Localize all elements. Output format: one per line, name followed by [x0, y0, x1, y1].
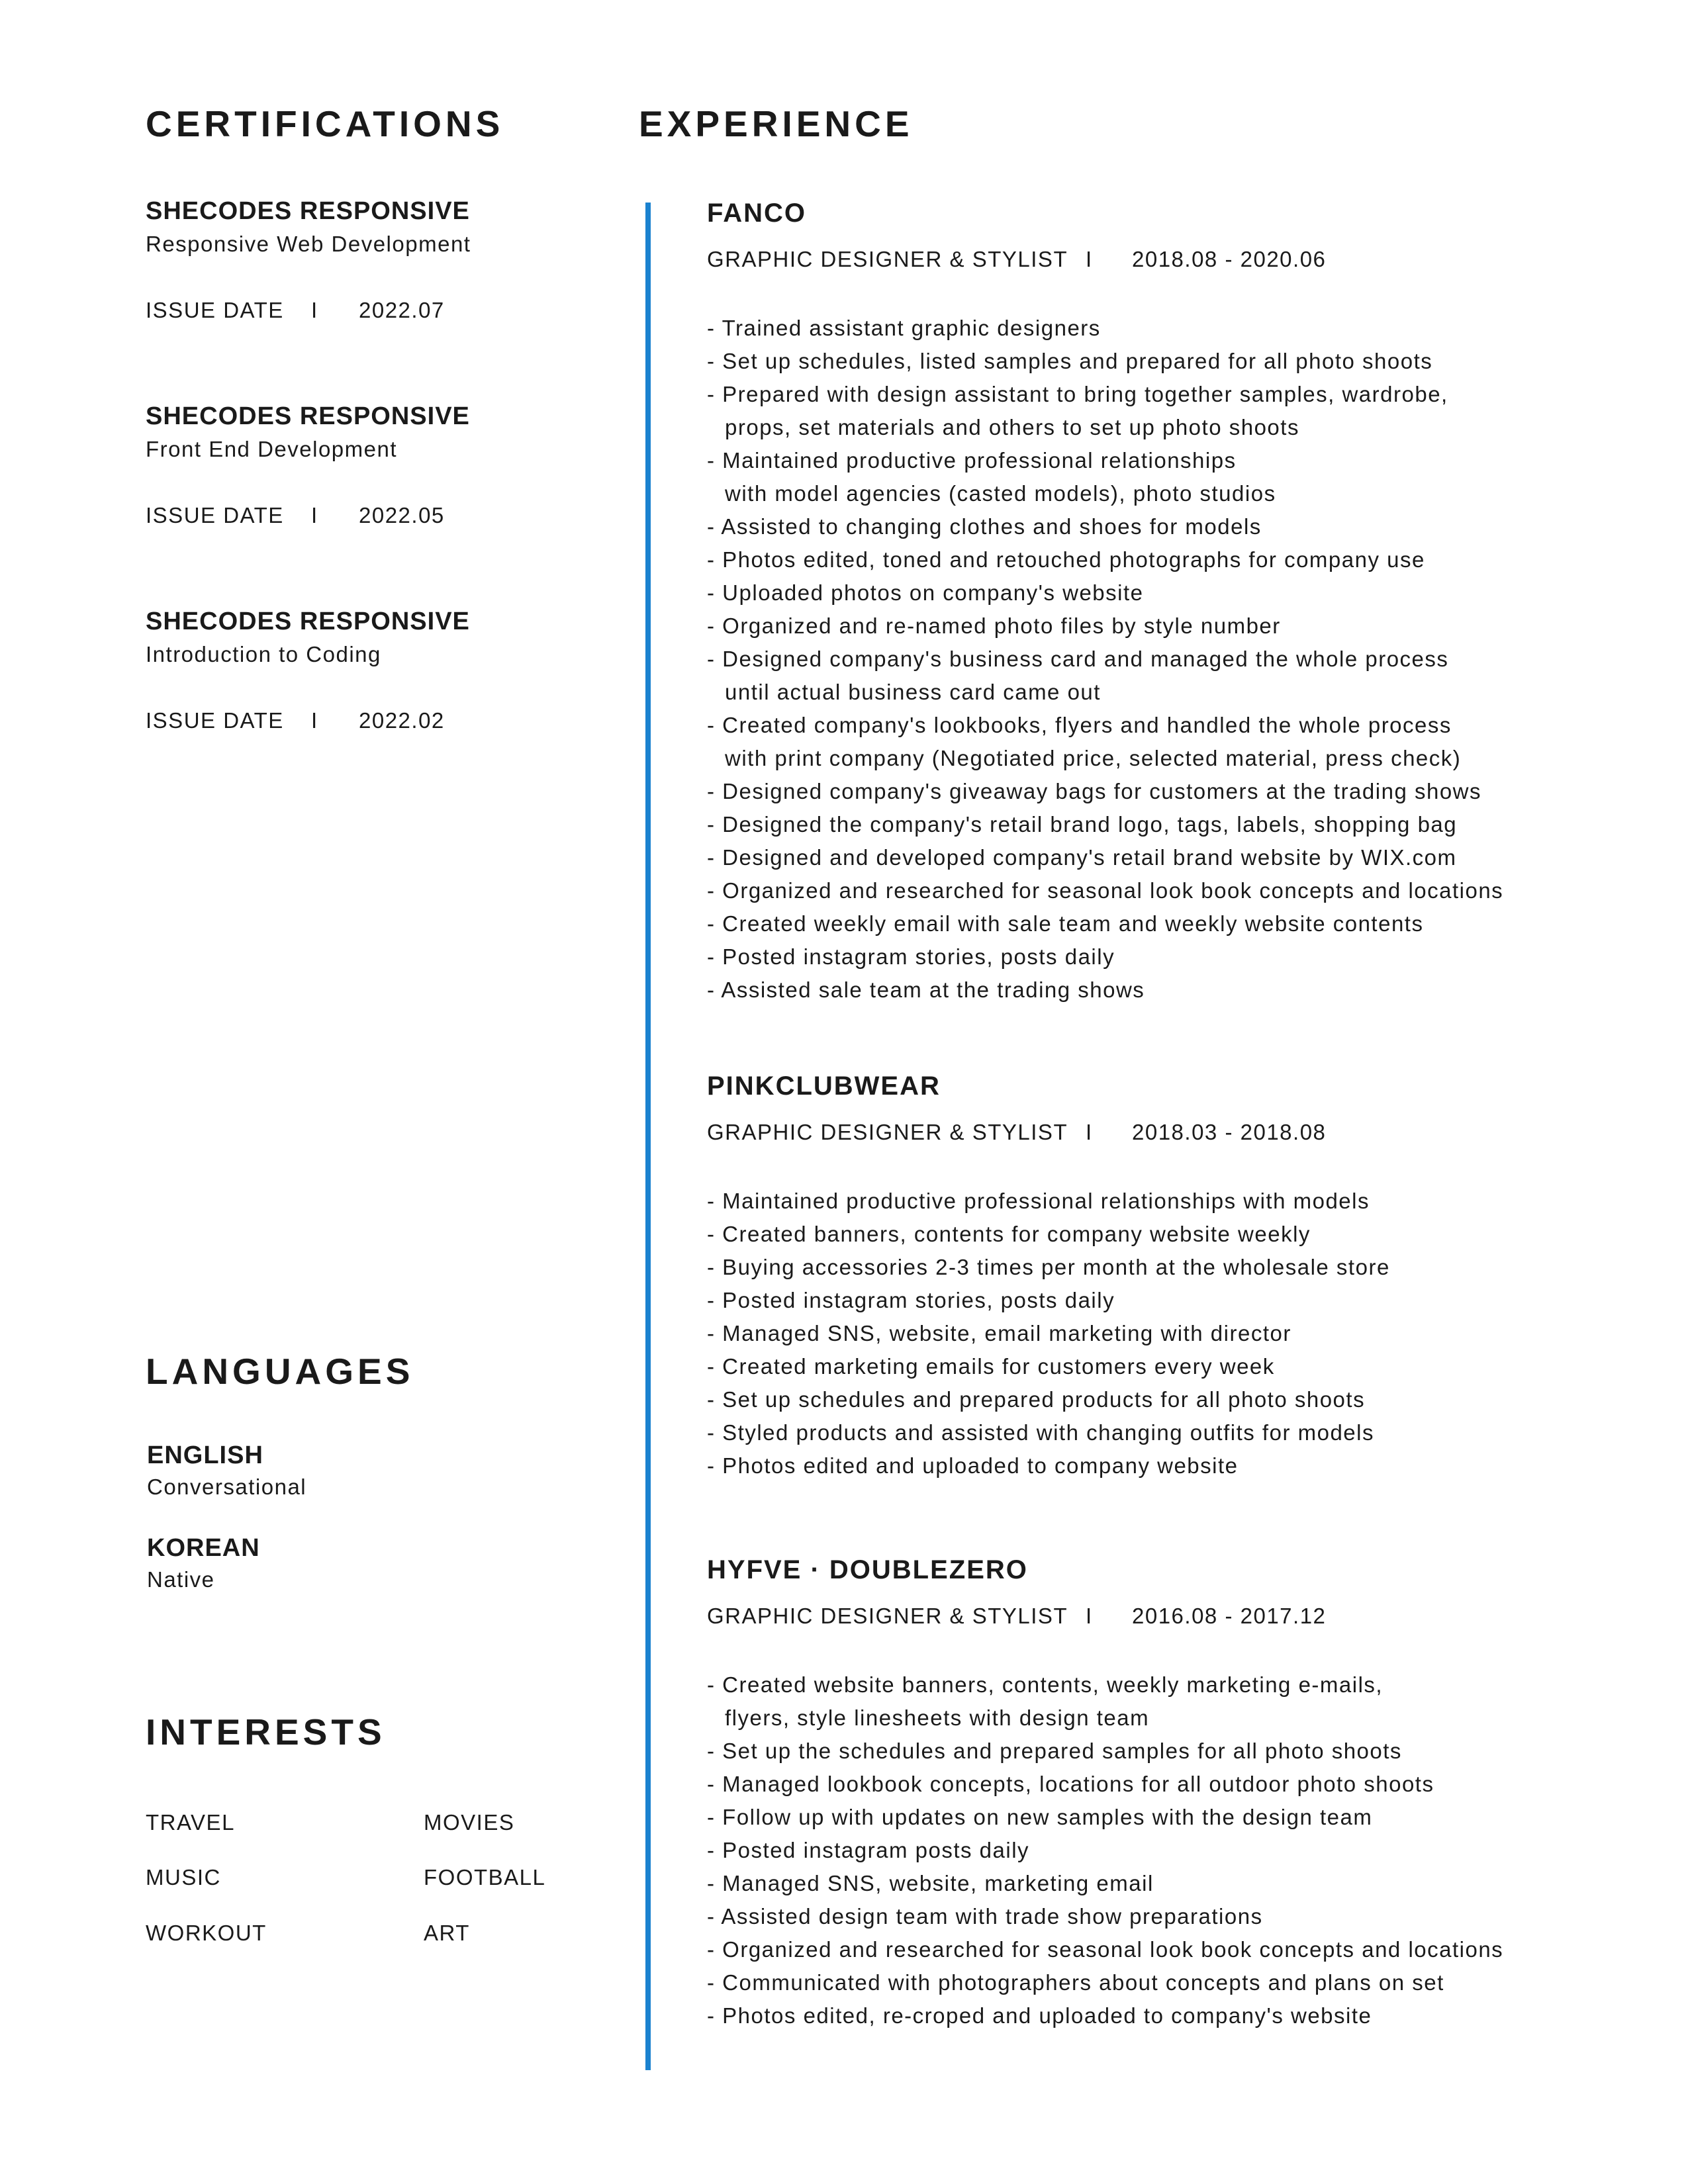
- certification-title: SHECODES RESPONSIVE: [146, 197, 470, 225]
- company-name: HYFVE · DOUBLEZERO: [707, 1555, 1028, 1584]
- company-name: FANCO: [707, 199, 806, 228]
- job-bullet-item: - Photos edited, re-croped and uploaded to company's website: [707, 1999, 1503, 2032]
- job-bullet-item: - Managed SNS, website, marketing email: [707, 1867, 1503, 1900]
- issue-date-value: 2022.02: [359, 708, 445, 733]
- job-bullet-item: - Maintained productive professional relationships with models: [707, 1185, 1390, 1218]
- issue-date-label: ISSUE DATE: [146, 503, 284, 527]
- job-bullet-item: - Set up schedules, listed samples and prepared for all photo shoots: [707, 345, 1503, 378]
- certification-subtitle: Introduction to Coding: [146, 642, 381, 666]
- job-bullet-item: - Set up schedules and prepared products for all photo shoots: [707, 1383, 1390, 1416]
- job-bullet-item: - Photos edited, toned and retouched photographs for company use: [707, 543, 1503, 576]
- interest-item: FOOTBALL: [424, 1865, 546, 1889]
- interest-item: ART: [424, 1921, 470, 1945]
- job-bullet-item: - Photos edited and uploaded to company website: [707, 1449, 1390, 1482]
- issue-date-value: 2022.07: [359, 298, 445, 322]
- job-bullet-list: [707, 312, 1503, 1007]
- issue-separator: I: [311, 708, 318, 733]
- interest-item: TRAVEL: [146, 1810, 235, 1835]
- job-bullet-item: - Posted instagram stories, posts daily: [707, 940, 1503, 974]
- job-bullet-item: - Posted instagram posts daily: [707, 1834, 1503, 1867]
- job-bullet-item: - Managed SNS, website, email marketing with director: [707, 1317, 1390, 1350]
- job-separator: I: [1086, 247, 1093, 271]
- job-role: GRAPHIC DESIGNER & STYLIST: [707, 247, 1068, 271]
- job-bullet-item: - Assisted sale team at the trading shows: [707, 974, 1503, 1007]
- job-dates: 2018.08 - 2020.06: [1132, 247, 1327, 271]
- job-bullet-item: - Follow up with updates on new samples with the design team: [707, 1801, 1503, 1834]
- job-bullet-item: - Organized and researched for seasonal look book concepts and locations: [707, 874, 1503, 907]
- certification-title: SHECODES RESPONSIVE: [146, 402, 470, 430]
- job-separator: I: [1086, 1120, 1093, 1144]
- job-bullet-item: - Prepared with design assistant to bring together samples, wardrobe, props, set materials and others to set up photo shoots: [707, 378, 1503, 444]
- job-dates: 2018.03 - 2018.08: [1132, 1120, 1327, 1144]
- job-bullet-item: - Assisted design team with trade show preparations: [707, 1900, 1503, 1933]
- certification-title: SHECODES RESPONSIVE: [146, 608, 470, 635]
- job-bullet-item: - Posted instagram stories, posts daily: [707, 1284, 1390, 1317]
- job-bullet-item: - Designed company's giveaway bags for customers at the trading shows: [707, 775, 1503, 808]
- language-level: Native: [147, 1567, 215, 1592]
- job-bullet-list: [707, 1668, 1503, 2032]
- interest-item: MOVIES: [424, 1810, 515, 1835]
- job-bullet-item: - Designed and developed company's retail brand website by WIX.com: [707, 841, 1503, 874]
- job-bullet-item: - Set up the schedules and prepared samples for all photo shoots: [707, 1735, 1503, 1768]
- job-bullet-item: - Designed the company's retail brand logo, tags, labels, shopping bag: [707, 808, 1503, 841]
- job-bullet-item: - Managed lookbook concepts, locations for all outdoor photo shoots: [707, 1768, 1503, 1801]
- job-bullet-item: - Styled products and assisted with changing outfits for models: [707, 1416, 1390, 1449]
- job-bullet-item: - Created company's lookbooks, flyers and handled the whole process with print company (Negotiated price, selected material, press check): [707, 709, 1503, 775]
- job-dates: 2016.08 - 2017.12: [1132, 1604, 1327, 1628]
- job-bullet-item: - Created website banners, contents, weekly marketing e-mails, flyers, style linesheets with design team: [707, 1668, 1503, 1735]
- job-role: GRAPHIC DESIGNER & STYLIST: [707, 1604, 1068, 1628]
- job-bullet-item: - Buying accessories 2-3 times per month at the wholesale store: [707, 1251, 1390, 1284]
- issue-date-label: ISSUE DATE: [146, 298, 284, 322]
- job-bullet-item: - Organized and researched for seasonal look book concepts and locations: [707, 1933, 1503, 1966]
- certifications-heading: CERTIFICATIONS: [146, 103, 504, 144]
- issue-separator: I: [311, 503, 318, 527]
- job-bullet-list: [707, 1185, 1390, 1482]
- certification-subtitle: Front End Development: [146, 437, 398, 461]
- job-bullet-item: - Assisted to changing clothes and shoes for models: [707, 510, 1503, 543]
- interests-heading: INTERESTS: [146, 1711, 386, 1752]
- language-name: KOREAN: [147, 1534, 260, 1562]
- language-level: Conversational: [147, 1475, 307, 1499]
- experience-heading: EXPERIENCE: [639, 103, 914, 144]
- job-bullet-item: - Maintained productive professional relationships with model agencies (casted models), photo studios: [707, 444, 1503, 510]
- job-bullet-item: - Communicated with photographers about concepts and plans on set: [707, 1966, 1503, 1999]
- language-name: ENGLISH: [147, 1441, 263, 1469]
- company-name: PINKCLUBWEAR: [707, 1071, 941, 1101]
- issue-date-label: ISSUE DATE: [146, 708, 284, 733]
- job-bullet-item: - Created weekly email with sale team and weekly website contents: [707, 907, 1503, 940]
- job-bullet-item: - Created banners, contents for company website weekly: [707, 1218, 1390, 1251]
- certification-subtitle: Responsive Web Development: [146, 232, 471, 256]
- job-bullet-item: - Trained assistant graphic designers: [707, 312, 1503, 345]
- languages-heading: LANGUAGES: [146, 1351, 414, 1392]
- interest-item: MUSIC: [146, 1865, 221, 1889]
- job-bullet-item: - Designed company's business card and managed the whole process until actual business card came out: [707, 643, 1503, 709]
- job-bullet-item: - Uploaded photos on company's website: [707, 576, 1503, 610]
- job-bullet-item: - Created marketing emails for customers every week: [707, 1350, 1390, 1383]
- interest-item: WORKOUT: [146, 1921, 267, 1945]
- job-separator: I: [1086, 1604, 1093, 1628]
- timeline-divider: [645, 203, 651, 2070]
- job-bullet-item: - Organized and re-named photo files by style number: [707, 610, 1503, 643]
- issue-date-value: 2022.05: [359, 503, 445, 527]
- job-role: GRAPHIC DESIGNER & STYLIST: [707, 1120, 1068, 1144]
- issue-separator: I: [311, 298, 318, 322]
